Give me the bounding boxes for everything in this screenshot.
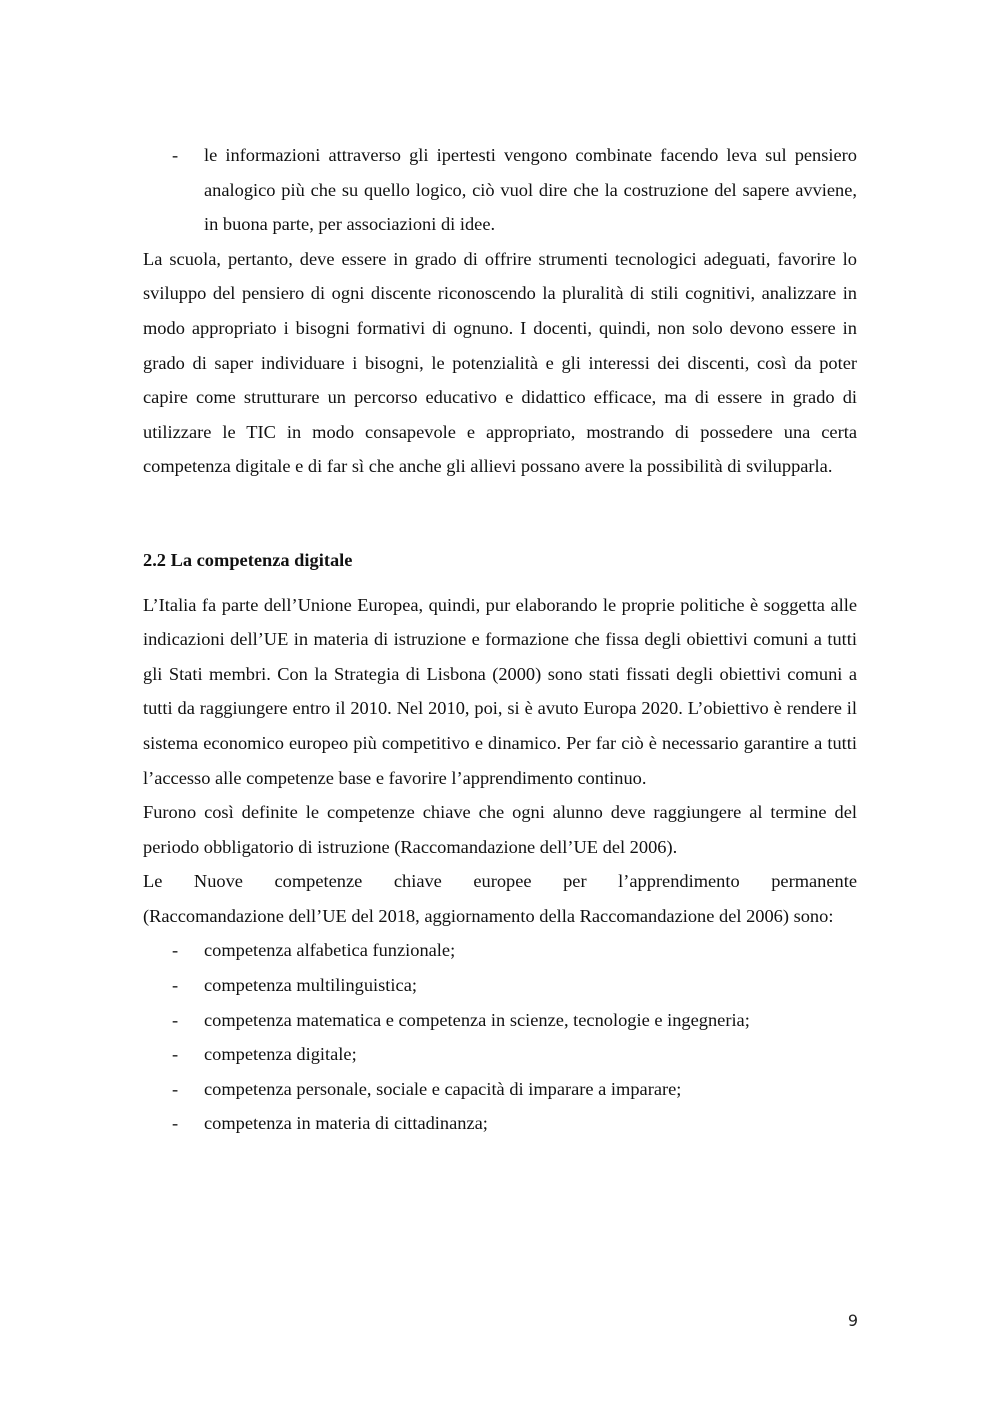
list-item — [143, 968, 857, 1003]
list-item-text: competenza matematica e competenza in scienze, tecnologie e ingegneria; — [204, 1009, 750, 1030]
list-item-text: competenza alfabetica funzionale; — [204, 940, 456, 961]
paragraph-key-competences: Furono così definite le competenze chiave che ogni alunno deve raggiungere al termine del periodo obbligatorio di istruzione (Raccomandazione dell’UE del 2006). — [143, 802, 857, 857]
list-item-text: le informazioni attraverso gli ipertesti vengono combinate facendo leva sul pensiero analogico più che su quello logico, ciò vuol dire che la costruzione del sapere avviene, in buona parte, per associazioni di idee. — [204, 145, 857, 235]
list-item — [143, 1106, 857, 1141]
bullet-dash: - — [172, 1113, 179, 1134]
bullet-dash: - — [172, 1078, 179, 1099]
section-spacer — [143, 484, 857, 543]
bullet-dash: - — [172, 145, 179, 165]
paragraph-new-competences-rest: (Raccomandazione dell’UE del 2018, aggiornamento della Raccomandazione del 2006) sono: — [143, 905, 834, 926]
bullet-dash: - — [172, 1009, 179, 1030]
bullet-dash: - — [172, 975, 179, 996]
bullet-dash: - — [172, 1044, 179, 1065]
list-item — [143, 1072, 857, 1107]
competences-list — [143, 933, 857, 1141]
paragraph-school-role: La scuola, pertanto, deve essere in grado di offrire strumenti tecnologici adeguati, favorire lo sviluppo del pensiero di ogni discente riconoscendo la pluralità di stili cognitivi, analizzare in modo appropriato i bisogni formativi di ognuno. I docenti, quindi, non solo devono essere in grado di saper individuare i bisogni, le potenzialità e gli interessi dei discenti, così da poter capire come strutturare un percorso educativo e didattico efficace, ma di essere in grado di utilizzare le TIC in modo consapevole e appropriato, mostrando di possedere una certa competenza digitale e di far sì che anche gli allievi possano avere la possibilità di svilupparla. — [143, 248, 857, 477]
list-item — [143, 933, 857, 968]
list-item — [143, 1003, 857, 1038]
hypertext-bullet-list — [143, 138, 857, 242]
section-heading: 2.2 La competenza digitale — [143, 549, 353, 570]
bullet-dash: - — [172, 940, 179, 961]
list-item-text: competenza in materia di cittadinanza; — [204, 1113, 488, 1134]
heading-spacer — [143, 578, 857, 588]
list-item-text: competenza digitale; — [204, 1044, 357, 1065]
document-page — [143, 138, 857, 1141]
page-number: 9 — [847, 1311, 858, 1330]
list-item-text: competenza multilinguistica; — [204, 975, 417, 996]
list-item — [143, 1037, 857, 1072]
list-item-text: competenza personale, sociale e capacità di imparare a imparare; — [204, 1078, 682, 1099]
paragraph-new-competences-line-1: Le Nuove competenze chiave europee per l’apprendimento permanente — [143, 871, 857, 892]
paragraph-eu-policy: L’Italia fa parte dell’Unione Europea, quindi, pur elaborando le proprie politiche è soggetta alle indicazioni dell’UE in materia di istruzione e formazione che fissa degli obiettivi comuni a tutti gli Stati membri. Con la Strategia di Lisbona (2000) sono stati fissati degli obiettivi comuni a tutti da raggiungere entro il 2010. Nel 2010, poi, si è avuto Europa 2020. L’obiettivo è rendere il sistema economico europeo più competitivo e dinamico. Per far ciò è necessario garantire a tutti l’accesso alle competenze base e favorire l’apprendimento continuo. — [143, 594, 857, 788]
list-item — [143, 138, 857, 242]
